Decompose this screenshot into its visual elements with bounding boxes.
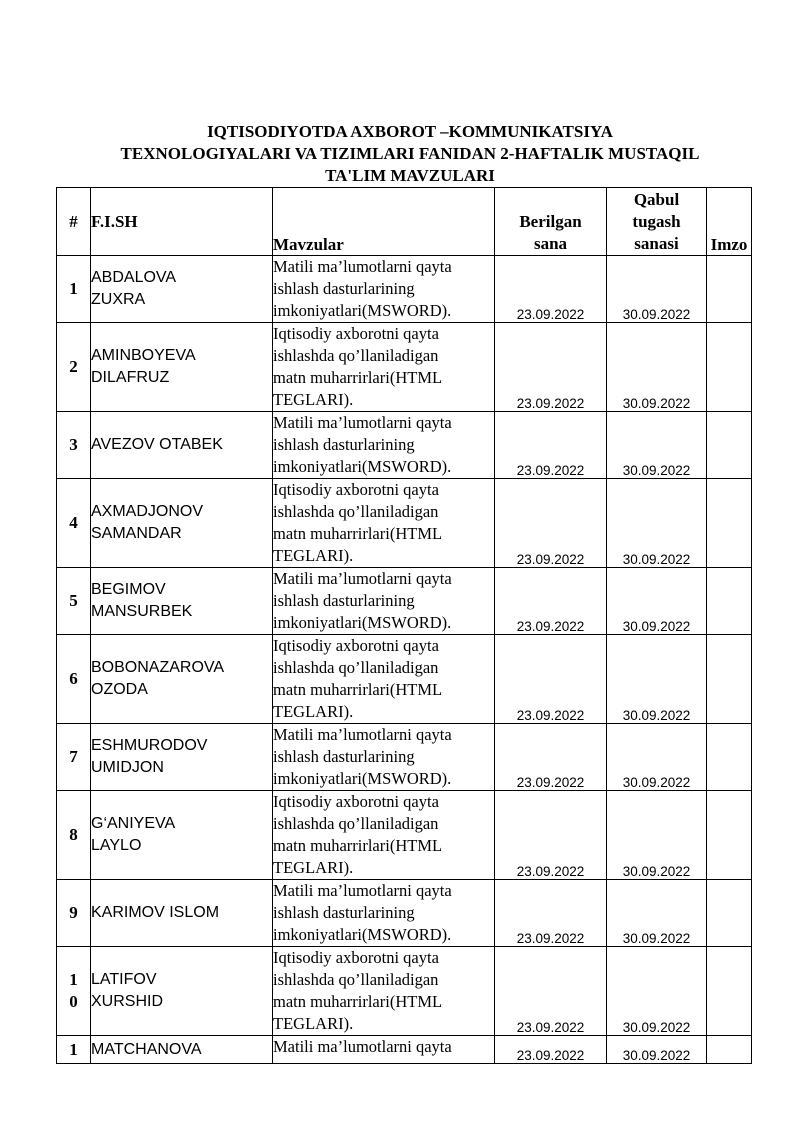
due-date: 30.09.2022 xyxy=(607,323,707,412)
document-title xyxy=(60,121,760,187)
student-name-line: LATIFOV xyxy=(91,971,157,988)
topic-line: TEGLARI). xyxy=(273,546,354,565)
header-qabul-line-2: tugash xyxy=(632,212,681,231)
topic-line: Iqtisodiy axborotni qayta xyxy=(273,324,439,343)
row-number-part: 1 xyxy=(69,970,78,989)
topic-cell xyxy=(273,256,495,323)
topic-line: Matili ma’lumotlarni qayta xyxy=(273,257,452,276)
table-row xyxy=(57,947,752,1036)
topic-cell xyxy=(273,724,495,791)
topic-line: imkoniyatlari(MSWORD). xyxy=(273,769,452,788)
row-number xyxy=(57,412,91,479)
header-mavzular: Mavzular xyxy=(273,188,495,256)
topic-cell xyxy=(273,880,495,947)
student-name-line: SAMANDAR xyxy=(91,525,182,542)
signature-cell xyxy=(707,412,752,479)
issued-date: 23.09.2022 xyxy=(495,412,607,479)
topic-line: Matili ma’lumotlarni qayta xyxy=(273,413,452,432)
topic-cell xyxy=(273,947,495,1036)
row-number xyxy=(57,791,91,880)
due-date: 30.09.2022 xyxy=(607,256,707,323)
table-header-row xyxy=(57,188,752,256)
row-number xyxy=(57,635,91,724)
topic-line: TEGLARI). xyxy=(273,702,354,721)
table-row xyxy=(57,323,752,412)
header-berilgan-line-1: Berilgan xyxy=(519,212,582,231)
student-name-line: KARIMOV ISLOM xyxy=(91,904,220,921)
student-name-line: LAYLO xyxy=(91,837,142,854)
topic-line: ishlash dasturlarining xyxy=(273,747,415,766)
issued-date: 23.09.2022 xyxy=(495,479,607,568)
student-name xyxy=(91,479,273,568)
student-name-line: ABDALOVA xyxy=(91,269,177,286)
signature-cell xyxy=(707,791,752,880)
header-qabul-line-1: Qabul xyxy=(633,190,680,209)
topic-line: ishlash dasturlarining xyxy=(273,903,415,922)
student-name-line: MATCHANOVA xyxy=(91,1040,202,1058)
table-row xyxy=(57,724,752,791)
topic-line: ishlash dasturlarining xyxy=(273,279,415,298)
due-date: 30.09.2022 xyxy=(607,1036,707,1064)
due-date: 30.09.2022 xyxy=(607,947,707,1036)
topic-line: imkoniyatlari(MSWORD). xyxy=(273,301,452,320)
header-qabul-tugash-sanasi xyxy=(607,188,707,256)
topic-cell xyxy=(273,1036,495,1064)
topic-line: imkoniyatlari(MSWORD). xyxy=(273,613,452,632)
row-number-part: 1 xyxy=(69,1039,78,1059)
due-date: 30.09.2022 xyxy=(607,791,707,880)
row-number-part: 8 xyxy=(69,825,78,844)
table-row xyxy=(57,479,752,568)
row-number-part: 9 xyxy=(69,903,78,922)
student-name xyxy=(91,412,273,479)
student-name-line: DILAFRUZ xyxy=(91,369,170,386)
row-number xyxy=(57,568,91,635)
signature-cell xyxy=(707,947,752,1036)
student-name xyxy=(91,791,273,880)
topic-line: Matili ma’lumotlarni qayta xyxy=(273,1037,452,1056)
due-date: 30.09.2022 xyxy=(607,479,707,568)
student-name-line: BOBONAZAROVA xyxy=(91,659,225,676)
issued-date: 23.09.2022 xyxy=(495,947,607,1036)
row-number xyxy=(57,256,91,323)
title-line-1: IQTISODIYOTDA AXBOROT –KOMMUNIKATSIYA xyxy=(207,122,613,141)
issued-date: 23.09.2022 xyxy=(495,568,607,635)
student-name-line: OZODA xyxy=(91,681,148,698)
row-number xyxy=(57,1036,91,1064)
topic-line: Matili ma’lumotlarni qayta xyxy=(273,881,452,900)
topic-line: Matili ma’lumotlarni qayta xyxy=(273,725,452,744)
topic-line: ishlashda qo’llaniladigan xyxy=(273,502,439,521)
table-row xyxy=(57,880,752,947)
row-number-part: 7 xyxy=(69,747,78,766)
row-number xyxy=(57,947,91,1036)
issued-date: 23.09.2022 xyxy=(495,1036,607,1064)
issued-date: 23.09.2022 xyxy=(495,635,607,724)
issued-date: 23.09.2022 xyxy=(495,256,607,323)
student-name-line: ESHMURODOV xyxy=(91,737,208,754)
topic-line: imkoniyatlari(MSWORD). xyxy=(273,457,452,476)
student-name-line: AVEZOV OTABEK xyxy=(91,436,223,453)
topic-line: TEGLARI). xyxy=(273,858,354,877)
due-date: 30.09.2022 xyxy=(607,880,707,947)
student-name-line: MANSURBEK xyxy=(91,603,193,620)
due-date: 30.09.2022 xyxy=(607,568,707,635)
issued-date: 23.09.2022 xyxy=(495,323,607,412)
topic-line: ishlashda qo’llaniladigan xyxy=(273,970,439,989)
topic-line: ishlashda qo’llaniladigan xyxy=(273,346,439,365)
topic-cell xyxy=(273,412,495,479)
header-number: # xyxy=(57,188,91,256)
row-number-part: 1 xyxy=(69,279,78,298)
topic-line: matn muharrirlari(HTML xyxy=(273,836,443,855)
assignments-table xyxy=(56,187,752,1064)
topic-line: ishlashda qo’llaniladigan xyxy=(273,814,439,833)
student-name xyxy=(91,635,273,724)
row-number-part: 0 xyxy=(69,992,78,1011)
issued-date: 23.09.2022 xyxy=(495,791,607,880)
row-number-part: 2 xyxy=(69,357,78,376)
title-line-2: TEXNOLOGIYALARI VA TIZIMLARI FANIDAN 2-HAFTALIK MUSTAQIL xyxy=(120,144,700,163)
due-date: 30.09.2022 xyxy=(607,724,707,791)
student-name-line: AXMADJONOV xyxy=(91,503,204,520)
signature-cell xyxy=(707,323,752,412)
signature-cell xyxy=(707,724,752,791)
topic-line: matn muharrirlari(HTML xyxy=(273,524,443,543)
student-name xyxy=(91,880,273,947)
topic-cell xyxy=(273,323,495,412)
table-row xyxy=(57,412,752,479)
signature-cell xyxy=(707,256,752,323)
signature-cell xyxy=(707,880,752,947)
topic-cell xyxy=(273,791,495,880)
student-name xyxy=(91,724,273,791)
student-name xyxy=(91,256,273,323)
header-qabul-line-3: sanasi xyxy=(634,234,679,253)
due-date: 30.09.2022 xyxy=(607,412,707,479)
student-name-line: ZUXRA xyxy=(91,291,146,308)
issued-date: 23.09.2022 xyxy=(495,724,607,791)
topic-line: Matili ma’lumotlarni qayta xyxy=(273,569,452,588)
topic-line: matn muharrirlari(HTML xyxy=(273,992,443,1011)
student-name xyxy=(91,568,273,635)
due-date: 30.09.2022 xyxy=(607,635,707,724)
signature-cell xyxy=(707,1036,752,1064)
row-number-part: 6 xyxy=(69,669,78,688)
topic-line: ishlash dasturlarining xyxy=(273,591,415,610)
student-name-line: UMIDJON xyxy=(91,759,164,776)
topic-line: Iqtisodiy axborotni qayta xyxy=(273,948,439,967)
signature-cell xyxy=(707,568,752,635)
student-name-line: BEGIMOV xyxy=(91,581,166,598)
row-number xyxy=(57,724,91,791)
table-row xyxy=(57,256,752,323)
topic-cell xyxy=(273,568,495,635)
topic-line: ishlashda qo’llaniladigan xyxy=(273,658,439,677)
row-number xyxy=(57,880,91,947)
table-row xyxy=(57,635,752,724)
header-berilgan-line-2: sana xyxy=(533,234,568,253)
table-row xyxy=(57,568,752,635)
topic-line: matn muharrirlari(HTML xyxy=(273,680,443,699)
student-name xyxy=(91,1036,273,1064)
row-number-part: 4 xyxy=(69,513,78,532)
row-number xyxy=(57,323,91,412)
topic-line: TEGLARI). xyxy=(273,390,354,409)
topic-line: ishlash dasturlarining xyxy=(273,435,415,454)
topic-cell xyxy=(273,479,495,568)
topic-line: Iqtisodiy axborotni qayta xyxy=(273,636,439,655)
header-imzo: Imzo xyxy=(707,188,752,256)
topic-line: Iqtisodiy axborotni qayta xyxy=(273,480,439,499)
student-name xyxy=(91,323,273,412)
table-row xyxy=(57,1036,752,1064)
student-name-line: XURSHID xyxy=(91,993,164,1010)
header-fish: F.I.SH xyxy=(91,188,273,256)
topic-line: Iqtisodiy axborotni qayta xyxy=(273,792,439,811)
signature-cell xyxy=(707,635,752,724)
row-number-part: 3 xyxy=(69,435,78,454)
signature-cell xyxy=(707,479,752,568)
student-name-line: AMINBOYEVA xyxy=(91,347,196,364)
topic-line: TEGLARI). xyxy=(273,1014,354,1033)
row-number-part: 5 xyxy=(69,591,78,610)
title-line-3: TA'LIM MAVZULARI xyxy=(325,166,495,185)
topic-line: matn muharrirlari(HTML xyxy=(273,368,443,387)
table-body xyxy=(57,256,752,1064)
student-name-line: G‘ANIYEVA xyxy=(91,815,176,832)
table-row xyxy=(57,791,752,880)
topic-line: imkoniyatlari(MSWORD). xyxy=(273,925,452,944)
student-name xyxy=(91,947,273,1036)
header-berilgan-sana xyxy=(495,188,607,256)
topic-cell xyxy=(273,635,495,724)
issued-date: 23.09.2022 xyxy=(495,880,607,947)
row-number xyxy=(57,479,91,568)
